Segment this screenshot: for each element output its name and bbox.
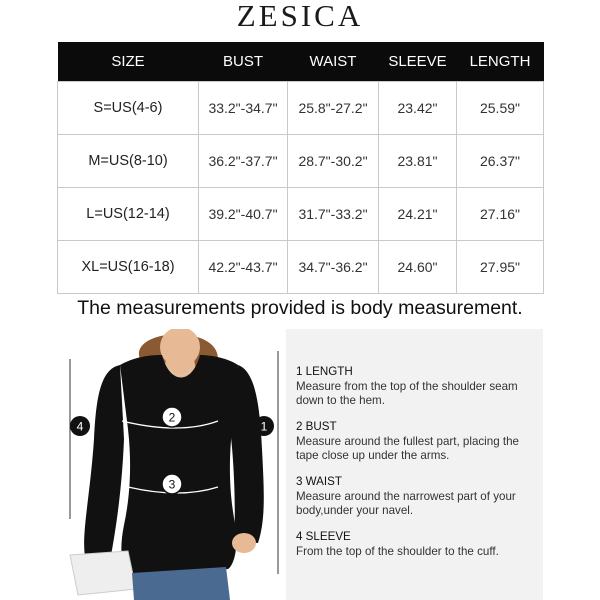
waist-cell: 25.8"-27.2" [288,82,379,135]
sleeve-cell: 24.21" [379,188,457,241]
marker-4: 4 [76,419,84,434]
sleeve-cell: 23.81" [379,135,457,188]
guide-text: Measure around the fullest part, placing the tape close up under the arms. [296,434,519,462]
size-cell: M=US(8-10) [58,135,199,188]
marker-2: 2 [168,410,176,425]
table-row [58,188,544,241]
size-chart-table [57,42,544,294]
table-row [58,82,544,135]
guide-title: 2 BUST [296,420,337,433]
guide-text: Measure around the narrowest part of your body,under your navel. [296,489,516,517]
left-sleeve [84,365,124,561]
handbag [70,551,136,595]
waist-cell: 34.7"-36.2" [288,241,379,294]
header-sleeve: SLEEVE [379,42,457,82]
brand-logo: ZESICA [236,0,364,33]
table-row [58,241,544,294]
size-cell: S=US(4-6) [58,82,199,135]
size-cell: L=US(12-14) [58,188,199,241]
guide-item-waist [296,475,536,519]
marker-1: 1 [260,419,268,434]
guide-item-length [296,365,536,409]
guide-text: From the top of the shoulder to the cuff. [296,544,499,558]
bust-cell: 42.2"-43.7" [199,241,288,294]
marker-3: 3 [168,477,176,492]
header-size: SIZE [58,42,199,82]
guide-title: 1 LENGTH [296,365,353,378]
length-cell: 27.16" [457,188,544,241]
waist-cell: 31.7"-33.2" [288,188,379,241]
table-row [58,135,544,188]
guide-title: 3 WAIST [296,475,342,488]
sleeve-cell: 23.42" [379,82,457,135]
right-hand [232,533,256,553]
length-cell: 25.59" [457,82,544,135]
guide-item-sleeve [296,530,536,559]
header-waist: WAIST [288,42,379,82]
table-header-row [58,42,544,82]
guide-text: Measure from the top of the shoulder seam down to the hem. [296,379,518,407]
header-length: LENGTH [457,42,544,82]
sleeve-cell: 24.60" [379,241,457,294]
length-cell: 27.95" [457,241,544,294]
bust-cell: 39.2"-40.7" [199,188,288,241]
blouse-body [120,355,238,575]
length-cell: 26.37" [457,135,544,188]
waist-cell: 28.7"-30.2" [288,135,379,188]
measurement-note: The measurements provided is body measurement. [77,297,523,319]
bust-cell: 36.2"-37.7" [199,135,288,188]
guide-item-bust [296,420,536,464]
model-photo [58,329,286,600]
header-bust: BUST [199,42,288,82]
guide-title: 4 SLEEVE [296,530,351,543]
size-cell: XL=US(16-18) [58,241,199,294]
bust-cell: 33.2"-34.7" [199,82,288,135]
